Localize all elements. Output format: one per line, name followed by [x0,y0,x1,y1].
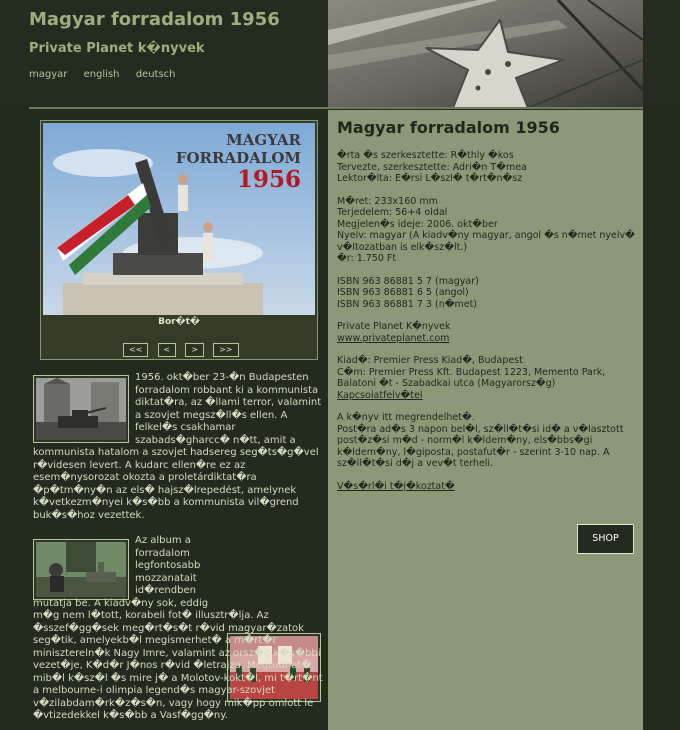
book-cover-image[interactable] [43,123,315,315]
lang-link-english[interactable]: english [83,69,120,80]
last-page-button[interactable]: >> [213,343,238,357]
previous-page-button[interactable]: < [158,343,177,357]
publisher-block: Private Planet K�nyvek www.privateplanet.com [337,321,451,344]
site-title: Magyar forradalom 1956 [29,9,280,30]
book-title: Magyar forradalom 1956 [337,118,560,137]
customer-info-block [337,481,637,493]
poster-title-line1: MAGYAR [226,131,301,149]
imprint-block: Kiad�: Premier Press Kiad�, Budapest C�m: Premier Press Kft. Budapest 1223, Memento Park, Balatoni �t - Szabadkai utca (Magyarorsz�g) Kapcsolatfelv�tel [337,355,606,401]
lang-link-magyar[interactable]: magyar [29,69,68,80]
customer-info-link[interactable]: V�s�rl�i t�j�koztat� [337,480,455,492]
image-pager [123,337,243,357]
header [0,0,680,108]
language-nav [29,69,189,80]
history-paragraph-1: 1956. okt�ber 23-�n Budapesten forradalom robbant ki a kommunista diktat�ra, az �llami terror, valamint a szovjet megsz�ll�s ellen. A felkel�s csakhamar szabads�gharcc� n�tt, amit a kommunista hatalom a szovjet hadsereg seg�ts�g�vel r�videsen levert. A kudarc ellen�re ez az esem�nysorozat okozta a proletárdiktat�ra �p�tm�ny�n az els� hajsz�lrepedést, amelynek k�vetkezm�nyei k�s�bb a kommunista vil�grend buk�s�hoz vezettek. [33,372,322,521]
specifications: M�ret: 233x160 mm Terjedelem: 56+4 oldal Megjelen�s ideje: 2006. okt�ber Nyelv: magyar (A kiadv�ny magyar, angol �s n�met nyelv� v�ltozatban is elk�sz�lt.) �r: 1.750 Ft [337,195,635,264]
first-page-button[interactable]: << [123,343,148,357]
history-paragraph-2: Az album a forradalom legfontosabb mozzanatait id�rendben mutatja be. A kiadv�ny sok, eddig m�g nem l�tott, korabeli fot� illusztr�lja. Az �sszef�gg�sek meg�rt�s�t r�vid magyar�zatok seg�tik, amelyekb�l megismerhet� a m�rt�r minisztereln�k Nagy Imre, valamint az orsz�g k�s�bbi vezet�je, K�d�r J�nos r�vid �letrajza. Megtudhat�, mib�l k�sz�l �s mire j� a Molotov-kokt�l, mi t�rt�nt a melbourne-i olimpia legend�s magyar-szovjet v�zilabdam�rk�z�s�n, vagy hogy mik�pp omlott le �vtizedekkel k�s�bb a Vasf�gg�ny. [33,535,323,721]
header-divider [29,107,643,109]
cover-caption: Bor�t� [158,317,200,327]
shop-button[interactable]: SHOP [577,524,634,554]
credits: �rta �s szerkesztette: R�thly �kos Tervezte, szerkesztette: Adri�n T�mea Lektor�lta: E�rsi L�szl� t�rt�n�sz [337,150,527,184]
contact-link[interactable]: Kapcsolatfelv�tel [337,389,423,401]
publisher-website-link[interactable]: www.privateplanet.com [337,332,450,344]
book-details [337,150,637,503]
next-page-button[interactable]: > [185,343,204,357]
order-info: A k�nyv itt megrendelhet�. Post�ra ad�s 3 napon bel�l, sz�ll�t�si id� a v�lasztott post�z�si m�d - norm�l k�ldem�ny, els�bbs�gi k�ldem�ny, l�giposta, postafut�r - szerint 3-10 nap. A sz�ll�t�si d�j a vev�t terheli. [337,412,624,469]
book-cover-viewer [40,120,318,360]
isbn-list: ISBN 963 86881 5 7 (magyar) ISBN 963 86881 6 5 (angol) ISBN 963 86881 7 3 (n�met) [337,275,479,310]
header-star-photo [328,0,643,108]
site-subtitle: Private Planet k�nyvek [29,41,205,56]
poster-title-line2: FORRADALOM [175,149,301,167]
lang-link-deutsch[interactable]: deutsch [135,69,176,80]
poster-year: 1956 [236,166,301,193]
